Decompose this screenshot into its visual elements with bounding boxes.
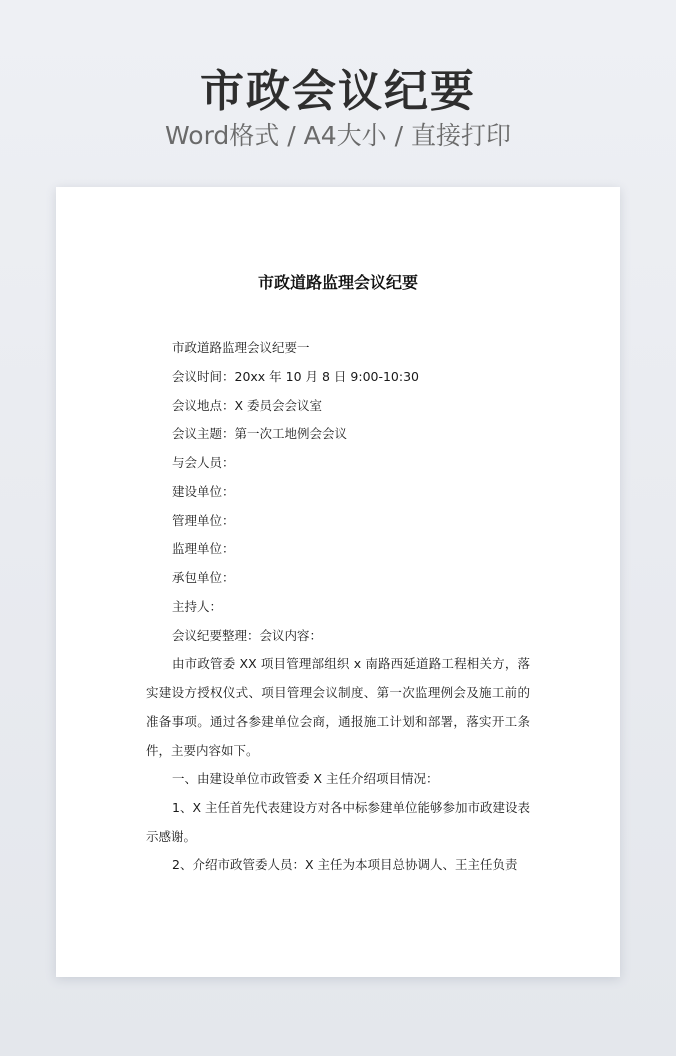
banner-title: 市政会议纪要 (200, 66, 476, 117)
document-page (56, 187, 620, 977)
supervision-unit-line: 监理单位： (172, 541, 235, 556)
section-heading-paragraph: 一、由建设单位市政管委 X 主任介绍项目情况： (172, 771, 439, 786)
document-title: 市政道路监理会议纪要 (257, 273, 418, 292)
body-paragraph: 1、X 主任首先代表建设方对各中标参建单位能够参加市政建设表示感谢。 (146, 800, 530, 844)
body-paragraph: 由市政管委 XX 项目管理部组织 x 南路西延道路工程相关方，落实建设方授权仪式、项目管理会议制度、第一次监理例会及施工前的准备事项。通过各参建单位会商，通报施工计划和部署，落实开工条件，主要内容如下。 (146, 656, 530, 758)
attendees-line: 与会人员： (172, 455, 235, 470)
minutes-recorder-line: 会议纪要整理：会议内容： (172, 628, 323, 643)
banner-subtitle: Word格式 / A4大小 / 直接打印 (165, 121, 511, 150)
construction-unit-line: 建设单位： (172, 484, 235, 499)
document-subtitle-line: 市政道路监理会议纪要一 (172, 340, 310, 355)
host-line: 主持人： (172, 599, 223, 614)
meeting-time-line: 会议时间：20xx 年 10 月 8 日 9:00-10:30 (172, 369, 420, 384)
meeting-topic-line: 会议主题：第一次工地例会会议 (172, 426, 348, 441)
contractor-unit-line: 承包单位： (172, 570, 235, 585)
meeting-location-line: 会议地点：X 委员会会议室 (172, 398, 323, 413)
management-unit-line: 管理单位： (172, 513, 235, 528)
body-paragraph: 2、介绍市政管委人员：X 主任为本项目总协调人、王主任负责 (172, 857, 518, 872)
